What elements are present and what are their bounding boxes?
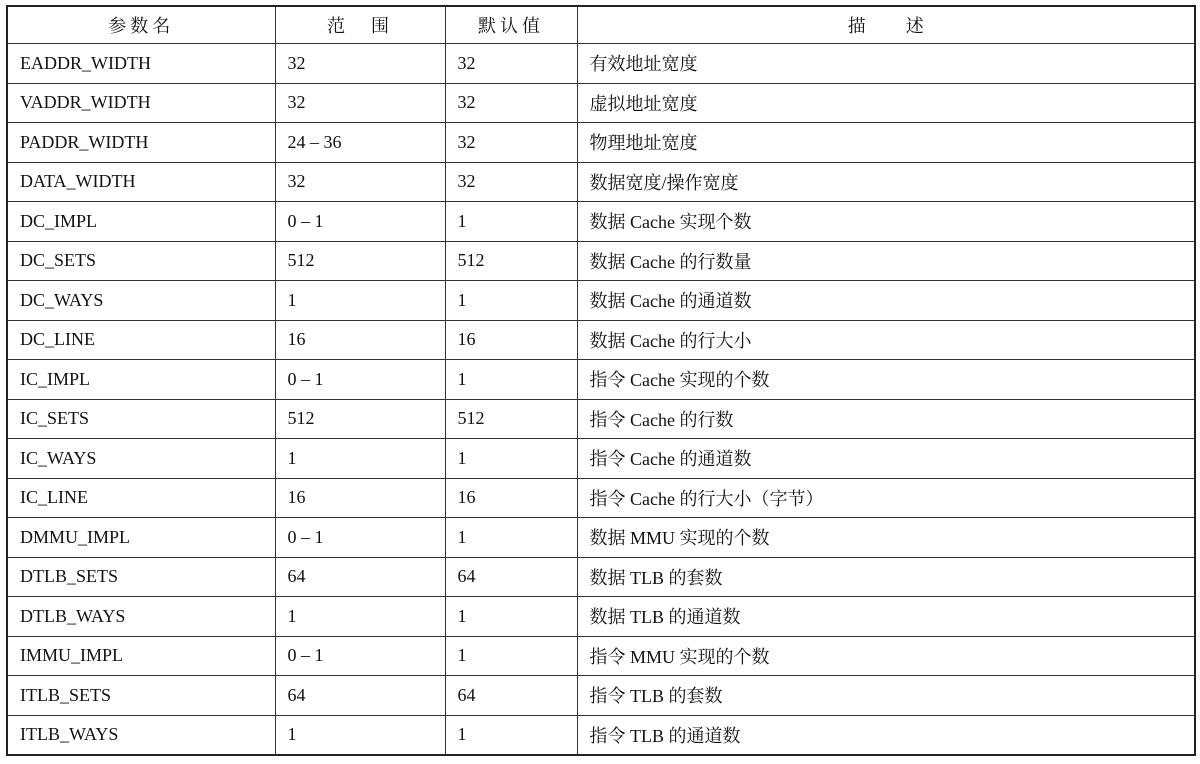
cell-default: 64 — [445, 557, 577, 597]
table-row — [7, 123, 1195, 163]
cell-param-name: EADDR_WIDTH — [7, 44, 275, 84]
cell-default: 32 — [445, 162, 577, 202]
cell-range: 16 — [275, 478, 445, 518]
parameter-table — [6, 5, 1196, 756]
cell-description: 数据 Cache 的行大小 — [577, 320, 1195, 360]
table-header-row — [7, 6, 1195, 44]
cell-range: 0 – 1 — [275, 518, 445, 558]
cell-param-name: ITLB_WAYS — [7, 715, 275, 755]
cell-range: 24 – 36 — [275, 123, 445, 163]
table-row — [7, 518, 1195, 558]
cell-param-name: VADDR_WIDTH — [7, 83, 275, 123]
cell-description: 数据 TLB 的通道数 — [577, 597, 1195, 637]
cell-range: 1 — [275, 439, 445, 479]
cell-description: 数据 MMU 实现的个数 — [577, 518, 1195, 558]
cell-range: 32 — [275, 44, 445, 84]
header-param-name: 参数名 — [7, 6, 275, 44]
table-row — [7, 399, 1195, 439]
cell-range: 512 — [275, 241, 445, 281]
cell-description: 指令 Cache 的行数 — [577, 399, 1195, 439]
cell-description: 指令 TLB 的套数 — [577, 676, 1195, 716]
cell-param-name: ITLB_SETS — [7, 676, 275, 716]
cell-default: 32 — [445, 83, 577, 123]
cell-range: 64 — [275, 676, 445, 716]
table-row — [7, 715, 1195, 755]
table-row — [7, 478, 1195, 518]
table-row — [7, 636, 1195, 676]
cell-description: 指令 Cache 的行大小（字节） — [577, 478, 1195, 518]
cell-range: 16 — [275, 320, 445, 360]
cell-default: 1 — [445, 439, 577, 479]
cell-range: 0 – 1 — [275, 202, 445, 242]
cell-description: 物理地址宽度 — [577, 123, 1195, 163]
cell-description: 数据宽度/操作宽度 — [577, 162, 1195, 202]
cell-description: 指令 MMU 实现的个数 — [577, 636, 1195, 676]
cell-default: 1 — [445, 715, 577, 755]
table-row — [7, 676, 1195, 716]
parameter-table-container — [6, 5, 1194, 759]
cell-description: 数据 Cache 的通道数 — [577, 281, 1195, 321]
table-row — [7, 597, 1195, 637]
cell-default: 1 — [445, 597, 577, 637]
table-row — [7, 360, 1195, 400]
cell-range: 32 — [275, 83, 445, 123]
header-description — [577, 6, 1195, 44]
cell-default: 16 — [445, 478, 577, 518]
header-default: 默认值 — [445, 6, 577, 44]
cell-param-name: IC_SETS — [7, 399, 275, 439]
cell-default: 1 — [445, 360, 577, 400]
table-row — [7, 557, 1195, 597]
cell-description: 数据 TLB 的套数 — [577, 557, 1195, 597]
cell-range: 0 – 1 — [275, 360, 445, 400]
table-row — [7, 320, 1195, 360]
header-description-part-a: 描 — [847, 16, 866, 36]
cell-param-name: DC_WAYS — [7, 281, 275, 321]
table-row — [7, 439, 1195, 479]
table-row — [7, 281, 1195, 321]
table-row — [7, 44, 1195, 84]
cell-param-name: DC_LINE — [7, 320, 275, 360]
cell-default: 512 — [445, 241, 577, 281]
cell-param-name: PADDR_WIDTH — [7, 123, 275, 163]
cell-range: 1 — [275, 715, 445, 755]
cell-default: 1 — [445, 202, 577, 242]
table-row — [7, 202, 1195, 242]
cell-description: 数据 Cache 的行数量 — [577, 241, 1195, 281]
cell-range: 1 — [275, 281, 445, 321]
cell-range: 0 – 1 — [275, 636, 445, 676]
table-row — [7, 241, 1195, 281]
cell-description: 有效地址宽度 — [577, 44, 1195, 84]
cell-default: 1 — [445, 636, 577, 676]
cell-param-name: DC_IMPL — [7, 202, 275, 242]
cell-range: 64 — [275, 557, 445, 597]
cell-default: 32 — [445, 44, 577, 84]
cell-param-name: DC_SETS — [7, 241, 275, 281]
cell-description: 数据 Cache 实现个数 — [577, 202, 1195, 242]
cell-param-name: DMMU_IMPL — [7, 518, 275, 558]
cell-param-name: DTLB_SETS — [7, 557, 275, 597]
cell-default: 16 — [445, 320, 577, 360]
table-row — [7, 162, 1195, 202]
cell-param-name: IC_LINE — [7, 478, 275, 518]
table-body — [7, 44, 1195, 756]
cell-range: 32 — [275, 162, 445, 202]
cell-description: 指令 TLB 的通道数 — [577, 715, 1195, 755]
cell-default: 32 — [445, 123, 577, 163]
header-range: 范 围 — [275, 6, 445, 44]
header-description-part-b: 述 — [905, 16, 924, 36]
cell-param-name: IC_WAYS — [7, 439, 275, 479]
cell-description: 指令 Cache 实现的个数 — [577, 360, 1195, 400]
cell-default: 1 — [445, 281, 577, 321]
cell-default: 64 — [445, 676, 577, 716]
cell-description: 虚拟地址宽度 — [577, 83, 1195, 123]
cell-range: 1 — [275, 597, 445, 637]
cell-param-name: IMMU_IMPL — [7, 636, 275, 676]
cell-param-name: DATA_WIDTH — [7, 162, 275, 202]
cell-param-name: DTLB_WAYS — [7, 597, 275, 637]
cell-default: 1 — [445, 518, 577, 558]
table-row — [7, 83, 1195, 123]
cell-param-name: IC_IMPL — [7, 360, 275, 400]
cell-range: 512 — [275, 399, 445, 439]
cell-description: 指令 Cache 的通道数 — [577, 439, 1195, 479]
cell-default: 512 — [445, 399, 577, 439]
